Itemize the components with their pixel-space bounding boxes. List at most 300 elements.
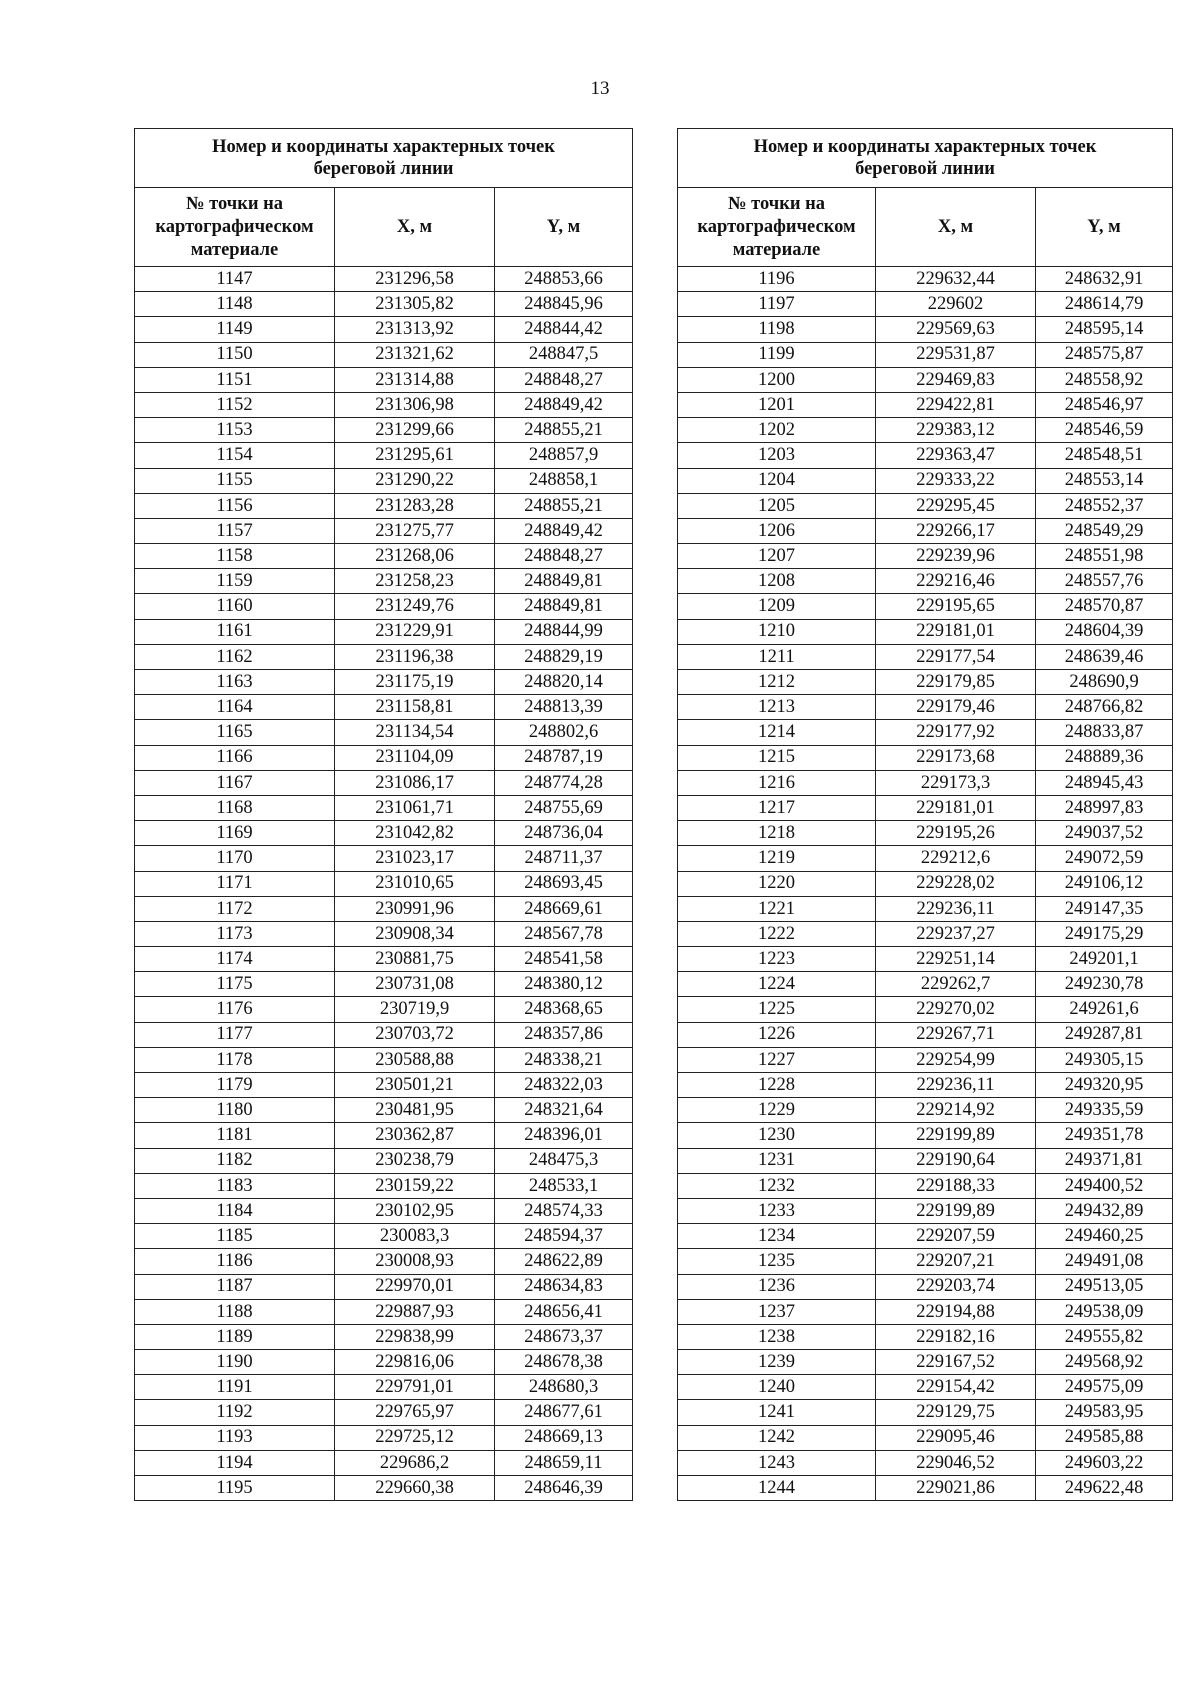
cell-x: 229251,14 [876, 947, 1036, 972]
cell-x: 230083,3 [335, 1224, 495, 1249]
cell-y: 248849,42 [495, 518, 633, 543]
cell-x: 230908,34 [335, 921, 495, 946]
column-header-line: № точки на [185, 193, 284, 214]
cell-point-number: 1222 [678, 921, 876, 946]
cell-point-number: 1179 [135, 1073, 335, 1098]
table-row [135, 1476, 633, 1501]
table-row [135, 896, 633, 921]
table-row [678, 846, 1173, 871]
cell-y: 249513,05 [1036, 1274, 1173, 1299]
cell-point-number: 1226 [678, 1022, 876, 1047]
cell-y: 248849,81 [495, 594, 633, 619]
table-row [135, 1400, 633, 1425]
cell-x: 229228,02 [876, 871, 1036, 896]
cell-y: 249320,95 [1036, 1073, 1173, 1098]
cell-x: 229182,16 [876, 1324, 1036, 1349]
cell-y: 249261,6 [1036, 997, 1173, 1022]
table-row [678, 670, 1173, 695]
cell-y: 248847,5 [495, 342, 633, 367]
cell-point-number: 1216 [678, 770, 876, 795]
table-row [135, 1350, 633, 1375]
table-row [135, 720, 633, 745]
cell-x: 230238,79 [335, 1148, 495, 1173]
cell-x: 230102,95 [335, 1198, 495, 1223]
cell-point-number: 1150 [135, 342, 335, 367]
cell-y: 248548,51 [1036, 443, 1173, 468]
cell-point-number: 1156 [135, 493, 335, 518]
cell-x: 229207,21 [876, 1249, 1036, 1274]
cell-y: 248680,3 [495, 1375, 633, 1400]
cell-x: 229383,12 [876, 418, 1036, 443]
cell-y: 248338,21 [495, 1047, 633, 1072]
cell-y: 248690,9 [1036, 670, 1173, 695]
table-row [678, 1249, 1173, 1274]
cell-x: 231268,06 [335, 544, 495, 569]
table-row [135, 1375, 633, 1400]
cell-x: 229212,6 [876, 846, 1036, 871]
cell-point-number: 1192 [135, 1400, 335, 1425]
table-row [135, 544, 633, 569]
cell-point-number: 1234 [678, 1224, 876, 1249]
cell-point-number: 1225 [678, 997, 876, 1022]
cell-x: 231249,76 [335, 594, 495, 619]
cell-y: 248673,37 [495, 1324, 633, 1349]
cell-y: 248774,28 [495, 770, 633, 795]
cell-point-number: 1185 [135, 1224, 335, 1249]
cell-point-number: 1236 [678, 1274, 876, 1299]
table-row [135, 644, 633, 669]
column-header-line: картографическом [697, 216, 856, 237]
cell-y: 248853,66 [495, 267, 633, 292]
cell-y: 248551,98 [1036, 544, 1173, 569]
cell-point-number: 1203 [678, 443, 876, 468]
table-row [678, 544, 1173, 569]
table-row [135, 518, 633, 543]
table-row [678, 770, 1173, 795]
cell-x: 229838,99 [335, 1324, 495, 1349]
cell-x: 231258,23 [335, 569, 495, 594]
cell-x: 231023,17 [335, 846, 495, 871]
cell-point-number: 1149 [135, 317, 335, 342]
table-row [678, 1123, 1173, 1148]
cell-point-number: 1244 [678, 1476, 876, 1501]
cell-point-number: 1208 [678, 569, 876, 594]
cell-point-number: 1198 [678, 317, 876, 342]
cell-point-number: 1205 [678, 493, 876, 518]
cell-point-number: 1242 [678, 1425, 876, 1450]
cell-point-number: 1176 [135, 997, 335, 1022]
cell-y: 248380,12 [495, 972, 633, 997]
cell-x: 229046,52 [876, 1450, 1036, 1475]
table-row [678, 292, 1173, 317]
cell-x: 229422,81 [876, 392, 1036, 417]
table-row [678, 1425, 1173, 1450]
cell-point-number: 1232 [678, 1173, 876, 1198]
cell-y: 249432,89 [1036, 1198, 1173, 1223]
cell-point-number: 1191 [135, 1375, 335, 1400]
column-header-line: № точки на [727, 193, 826, 214]
cell-point-number: 1148 [135, 292, 335, 317]
cell-y: 248396,01 [495, 1123, 633, 1148]
cell-point-number: 1195 [135, 1476, 335, 1501]
table-row [135, 821, 633, 846]
cell-x: 230731,08 [335, 972, 495, 997]
table-row [135, 418, 633, 443]
table-row [678, 997, 1173, 1022]
column-header-point-number [135, 188, 335, 267]
cell-point-number: 1188 [135, 1299, 335, 1324]
cell-y: 248849,81 [495, 569, 633, 594]
cell-x: 229195,26 [876, 821, 1036, 846]
table-row [678, 745, 1173, 770]
cell-point-number: 1227 [678, 1047, 876, 1072]
cell-point-number: 1171 [135, 871, 335, 896]
cell-x: 229214,92 [876, 1098, 1036, 1123]
column-header-line: картографическом [155, 216, 314, 237]
cell-point-number: 1215 [678, 745, 876, 770]
cell-y: 248546,97 [1036, 392, 1173, 417]
cell-point-number: 1151 [135, 367, 335, 392]
table-row [678, 1224, 1173, 1249]
cell-y: 248820,14 [495, 670, 633, 695]
cell-x: 229236,11 [876, 1073, 1036, 1098]
cell-point-number: 1183 [135, 1173, 335, 1198]
cell-y: 248632,91 [1036, 267, 1173, 292]
cell-y: 249585,88 [1036, 1425, 1173, 1450]
table-row [135, 1324, 633, 1349]
cell-point-number: 1229 [678, 1098, 876, 1123]
cell-y: 248802,6 [495, 720, 633, 745]
cell-x: 231299,66 [335, 418, 495, 443]
table-row [135, 392, 633, 417]
cell-x: 229129,75 [876, 1400, 1036, 1425]
cell-y: 248677,61 [495, 1400, 633, 1425]
cell-y: 248848,27 [495, 367, 633, 392]
cell-point-number: 1221 [678, 896, 876, 921]
cell-x: 229195,65 [876, 594, 1036, 619]
cell-point-number: 1243 [678, 1450, 876, 1475]
cell-y: 248787,19 [495, 745, 633, 770]
table-row [135, 493, 633, 518]
cell-x: 230159,22 [335, 1173, 495, 1198]
cell-x: 229267,71 [876, 1022, 1036, 1047]
column-header-line: материале [190, 239, 279, 260]
cell-point-number: 1152 [135, 392, 335, 417]
cell-point-number: 1163 [135, 670, 335, 695]
table-row [678, 947, 1173, 972]
column-header-x: X, м [335, 188, 495, 267]
cell-y: 248845,96 [495, 292, 633, 317]
table-row [678, 1476, 1173, 1501]
cell-y: 249460,25 [1036, 1224, 1173, 1249]
cell-x: 229190,64 [876, 1148, 1036, 1173]
cell-point-number: 1169 [135, 821, 335, 846]
cell-y: 249037,52 [1036, 821, 1173, 846]
table-row [135, 1098, 633, 1123]
cell-point-number: 1154 [135, 443, 335, 468]
cell-y: 248614,79 [1036, 292, 1173, 317]
cell-x: 229602 [876, 292, 1036, 317]
cell-x: 229531,87 [876, 342, 1036, 367]
table-body [678, 267, 1173, 1501]
cell-point-number: 1219 [678, 846, 876, 871]
table-row [135, 695, 633, 720]
table-row [135, 846, 633, 871]
cell-x: 229239,96 [876, 544, 1036, 569]
cell-y: 248855,21 [495, 418, 633, 443]
cell-x: 230501,21 [335, 1073, 495, 1098]
cell-point-number: 1235 [678, 1249, 876, 1274]
cell-point-number: 1199 [678, 342, 876, 367]
cell-x: 231158,81 [335, 695, 495, 720]
table-row [678, 1400, 1173, 1425]
cell-x: 230008,93 [335, 1249, 495, 1274]
table-row [135, 1073, 633, 1098]
cell-x: 229262,7 [876, 972, 1036, 997]
cell-point-number: 1159 [135, 569, 335, 594]
cell-y: 248558,92 [1036, 367, 1173, 392]
table-row [135, 1198, 633, 1223]
cell-point-number: 1202 [678, 418, 876, 443]
cell-point-number: 1166 [135, 745, 335, 770]
cell-point-number: 1174 [135, 947, 335, 972]
cell-x: 229295,45 [876, 493, 1036, 518]
table-row [135, 1123, 633, 1148]
table-row [135, 947, 633, 972]
table-row [135, 972, 633, 997]
cell-x: 229203,74 [876, 1274, 1036, 1299]
cell-x: 230481,95 [335, 1098, 495, 1123]
table-row [135, 1047, 633, 1072]
table-row [678, 1022, 1173, 1047]
cell-point-number: 1184 [135, 1198, 335, 1223]
cell-x: 230991,96 [335, 896, 495, 921]
cell-y: 248546,59 [1036, 418, 1173, 443]
cell-y: 249371,81 [1036, 1148, 1173, 1173]
cell-x: 230719,9 [335, 997, 495, 1022]
cell-point-number: 1238 [678, 1324, 876, 1349]
table-row [678, 1173, 1173, 1198]
cell-point-number: 1158 [135, 544, 335, 569]
cell-point-number: 1218 [678, 821, 876, 846]
cell-y: 248533,1 [495, 1173, 633, 1198]
table-row [135, 1274, 633, 1299]
cell-y: 248475,3 [495, 1148, 633, 1173]
column-header-y: Y, м [495, 188, 633, 267]
cell-y: 248755,69 [495, 795, 633, 820]
cell-point-number: 1211 [678, 644, 876, 669]
table-row [678, 443, 1173, 468]
cell-y: 248858,1 [495, 468, 633, 493]
cell-y: 248646,39 [495, 1476, 633, 1501]
cell-x: 229154,42 [876, 1375, 1036, 1400]
table-title [678, 129, 1173, 188]
cell-point-number: 1193 [135, 1425, 335, 1450]
table-row [678, 267, 1173, 292]
cell-x: 231196,38 [335, 644, 495, 669]
table-row [678, 821, 1173, 846]
cell-x: 231086,17 [335, 770, 495, 795]
cell-y: 248945,43 [1036, 770, 1173, 795]
cell-point-number: 1241 [678, 1400, 876, 1425]
cell-point-number: 1233 [678, 1198, 876, 1223]
cell-x: 231313,92 [335, 317, 495, 342]
cell-point-number: 1162 [135, 644, 335, 669]
cell-y: 249583,95 [1036, 1400, 1173, 1425]
cell-x: 231275,77 [335, 518, 495, 543]
table-row [678, 1375, 1173, 1400]
cell-y: 249603,22 [1036, 1450, 1173, 1475]
cell-y: 248844,42 [495, 317, 633, 342]
cell-point-number: 1224 [678, 972, 876, 997]
cell-y: 249400,52 [1036, 1173, 1173, 1198]
table-title-line: береговой линии [855, 159, 995, 179]
cell-y: 248766,82 [1036, 695, 1173, 720]
cell-y: 248848,27 [495, 544, 633, 569]
table-row [135, 267, 633, 292]
table-title-line: береговой линии [313, 159, 454, 179]
table-row [135, 670, 633, 695]
table-row [678, 921, 1173, 946]
cell-y: 248322,03 [495, 1073, 633, 1098]
cell-y: 248595,14 [1036, 317, 1173, 342]
cell-x: 231134,54 [335, 720, 495, 745]
table-row [135, 619, 633, 644]
cell-y: 248669,61 [495, 896, 633, 921]
cell-y: 249622,48 [1036, 1476, 1173, 1501]
cell-x: 229173,68 [876, 745, 1036, 770]
cell-point-number: 1239 [678, 1350, 876, 1375]
table-row [135, 871, 633, 896]
cell-point-number: 1175 [135, 972, 335, 997]
cell-x: 231175,19 [335, 670, 495, 695]
table-row [135, 795, 633, 820]
cell-x: 229363,47 [876, 443, 1036, 468]
coordinates-table-right [677, 128, 1173, 1501]
cell-point-number: 1228 [678, 1073, 876, 1098]
cell-point-number: 1165 [135, 720, 335, 745]
cell-y: 249175,29 [1036, 921, 1173, 946]
cell-x: 229199,89 [876, 1198, 1036, 1223]
cell-x: 231061,71 [335, 795, 495, 820]
cell-point-number: 1180 [135, 1098, 335, 1123]
cell-point-number: 1204 [678, 468, 876, 493]
table-row [135, 1425, 633, 1450]
cell-y: 249538,09 [1036, 1299, 1173, 1324]
cell-y: 248849,42 [495, 392, 633, 417]
table-row [678, 569, 1173, 594]
cell-y: 248855,21 [495, 493, 633, 518]
table-row [135, 770, 633, 795]
cell-y: 248321,64 [495, 1098, 633, 1123]
cell-x: 231295,61 [335, 443, 495, 468]
table-row [678, 720, 1173, 745]
cell-point-number: 1187 [135, 1274, 335, 1299]
table-row [678, 594, 1173, 619]
cell-x: 229569,63 [876, 317, 1036, 342]
cell-y: 248693,45 [495, 871, 633, 896]
cell-y: 248541,58 [495, 947, 633, 972]
table-row [678, 317, 1173, 342]
cell-y: 248639,46 [1036, 644, 1173, 669]
cell-x: 229173,3 [876, 770, 1036, 795]
table-row [678, 1148, 1173, 1173]
cell-y: 248857,9 [495, 443, 633, 468]
cell-y: 248570,87 [1036, 594, 1173, 619]
table-title-line: Номер и координаты характерных точек [753, 137, 1097, 157]
cell-point-number: 1181 [135, 1123, 335, 1148]
cell-x: 231290,22 [335, 468, 495, 493]
table-row [135, 1022, 633, 1047]
cell-x: 229179,85 [876, 670, 1036, 695]
cell-y: 249555,82 [1036, 1324, 1173, 1349]
table-row [678, 1324, 1173, 1349]
cell-x: 229181,01 [876, 619, 1036, 644]
table-row [678, 493, 1173, 518]
table-row [135, 1299, 633, 1324]
table-row [135, 1173, 633, 1198]
cell-x: 229266,17 [876, 518, 1036, 543]
cell-x: 229333,22 [876, 468, 1036, 493]
table-row [135, 921, 633, 946]
cell-x: 229021,86 [876, 1476, 1036, 1501]
table-row [678, 644, 1173, 669]
cell-y: 248833,87 [1036, 720, 1173, 745]
cell-x: 229207,59 [876, 1224, 1036, 1249]
table-row [678, 896, 1173, 921]
table-row [135, 468, 633, 493]
cell-y: 248669,13 [495, 1425, 633, 1450]
cell-point-number: 1197 [678, 292, 876, 317]
cell-x: 229254,99 [876, 1047, 1036, 1072]
cell-point-number: 1240 [678, 1375, 876, 1400]
cell-y: 249072,59 [1036, 846, 1173, 871]
table-title [135, 129, 633, 188]
cell-y: 249568,92 [1036, 1350, 1173, 1375]
cell-x: 229270,02 [876, 997, 1036, 1022]
cell-x: 229469,83 [876, 367, 1036, 392]
cell-y: 249230,78 [1036, 972, 1173, 997]
cell-point-number: 1168 [135, 795, 335, 820]
table-row [678, 619, 1173, 644]
table-row [678, 871, 1173, 896]
cell-point-number: 1170 [135, 846, 335, 871]
cell-point-number: 1194 [135, 1450, 335, 1475]
cell-x: 231305,82 [335, 292, 495, 317]
cell-x: 231296,58 [335, 267, 495, 292]
cell-x: 229194,88 [876, 1299, 1036, 1324]
cell-point-number: 1155 [135, 468, 335, 493]
cell-x: 229791,01 [335, 1375, 495, 1400]
cell-point-number: 1186 [135, 1249, 335, 1274]
cell-y: 248549,29 [1036, 518, 1173, 543]
cell-y: 248567,78 [495, 921, 633, 946]
cell-x: 229816,06 [335, 1350, 495, 1375]
cell-y: 248659,11 [495, 1450, 633, 1475]
cell-x: 231306,98 [335, 392, 495, 417]
cell-x: 230703,72 [335, 1022, 495, 1047]
cell-y: 248604,39 [1036, 619, 1173, 644]
cell-point-number: 1153 [135, 418, 335, 443]
cell-point-number: 1196 [678, 267, 876, 292]
cell-point-number: 1167 [135, 770, 335, 795]
table-row [678, 367, 1173, 392]
table-row [135, 342, 633, 367]
table-row [678, 1274, 1173, 1299]
cell-x: 229179,46 [876, 695, 1036, 720]
table-row [135, 1224, 633, 1249]
cell-point-number: 1206 [678, 518, 876, 543]
